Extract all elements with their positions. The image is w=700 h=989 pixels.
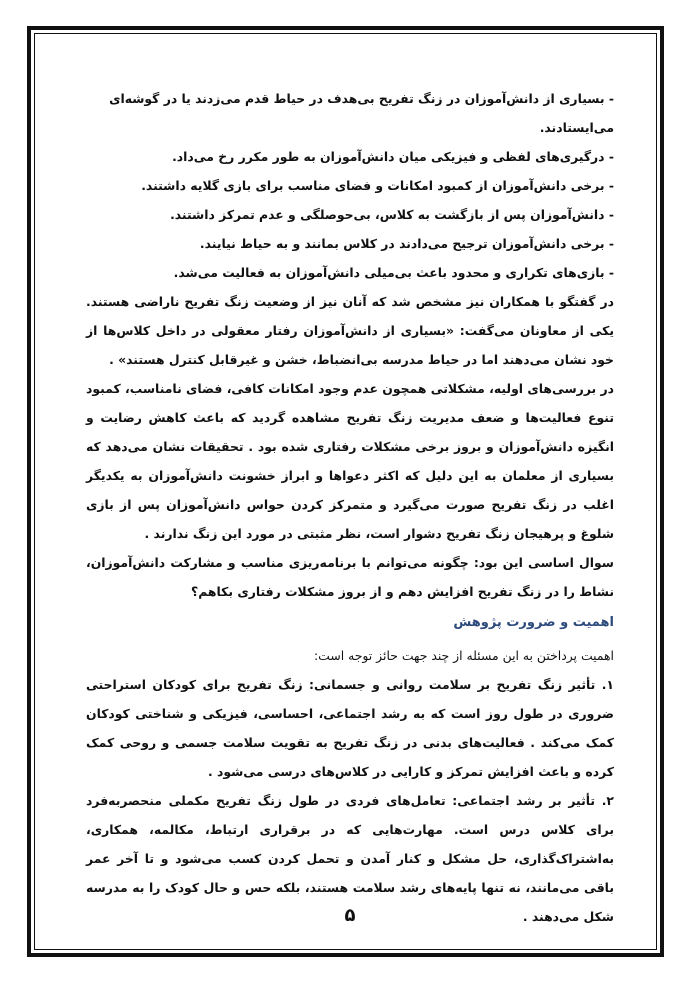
bullet-item: - برخی دانش‌آموزان ترجیح می‌دادند در کلاس بمانند و به حیاط نیایند. bbox=[199, 236, 614, 251]
numbered-item: ۱. تأثیر زنگ تفریح بر سلامت روانی و جسمانی: زنگ تفریح برای کودکان استراحتی ضروری در طول روز است که به رشد اجتماعی، احساسی، فیزیکی و شناختی کودکان کمک می‌کند . فعالیت‌های بدنی در زنگ تفریح به تقویت سلامت جسمی و روحی کمک کرده و باعث افزایش تمرکز و کارایی در کلاس‌های درسی می‌شود . bbox=[86, 677, 614, 779]
bullet-item: - بازی‌های تکراری و محدود باعث بی‌میلی دانش‌آموزان به فعالیت می‌شد. bbox=[173, 265, 614, 280]
bullet-item: - دانش‌آموزان پس از بازگشت به کلاس، بی‌حوصلگی و عدم تمرکز داشتند. bbox=[170, 207, 614, 222]
section-heading: اهمیت و ضرورت پژوهش bbox=[453, 615, 614, 630]
paragraph: در گفتگو با همکاران نیز مشخص شد که آنان نیز از وضعیت زنگ تفریح ناراضی هستند. یکی از معاونان می‌گفت: «بسیاری از دانش‌آموزان رفتار معقولی در داخل کلاس‌ها از خود نشان می‌دهند اما در حیاط مدرسه بی‌انضباط، خشن و غیرقابل کنترل هستند» . bbox=[86, 294, 614, 367]
document-body bbox=[86, 84, 614, 931]
page-number: ۵ bbox=[344, 905, 356, 926]
paragraph: در بررسی‌های اولیه، مشکلاتی همچون عدم وجود امکانات کافی، فضای نامناسب، کمبود تنوع فعالیت‌ها و ضعف مدیریت زنگ تفریح مشاهده گردید که باعث کاهش رضایت و انگیزه دانش‌آموزان و بروز برخی مشکلات رفتاری شده بود . تحقیقات نشان می‌دهد که بسیاری از معلمان به این دلیل که اکثر دعواها و ابراز خشونت دانش‌آموزان به یکدیگر اغلب در زنگ تفریح صورت می‌گیرد و متمرکز کردن حواس دانش‌آموزان پس از بازی شلوغ و پرهیجان زنگ تفریح دشوار است، نظر مثبتی در مورد این زنگ ندارند . bbox=[86, 381, 614, 541]
paragraph: سوال اساسی این بود: چگونه می‌توانم با برنامه‌ریزی مناسب و مشارکت دانش‌آموزان، نشاط را در زنگ تفریح افزایش دهم و از بروز مشکلات رفتاری بکاهم؟ bbox=[86, 555, 614, 599]
intro-paragraph: اهمیت پرداختن به این مسئله از چند جهت حائز توجه است: bbox=[313, 648, 614, 663]
numbered-item: ۲. تأثیر بر رشد اجتماعی: تعامل‌های فردی در طول زنگ تفریح مکملی منحصربه‌فرد برای کلاس درس است. مهارت‌هایی که در برقراری ارتباط، مکالمه، همکاری، به‌اشتراک‌گذاری، حل مشکل و کنار آمدن و تحمل کردن کسب می‌شود و تا آخر عمر باقی می‌مانند، نه تنها پایه‌های رشد سلامت هستند، بلکه حس و حال کودک را به مدرسه شکل می‌دهند . bbox=[86, 793, 614, 924]
bullet-item: - درگیری‌های لفظی و فیزیکی میان دانش‌آموزان به طور مکرر رخ می‌داد. bbox=[172, 149, 614, 164]
bullet-item: - برخی دانش‌آموزان از کمبود امکانات و فضای مناسب برای بازی گلایه داشتند. bbox=[141, 178, 614, 193]
bullet-item: - بسیاری از دانش‌آموزان در زنگ تفریح بی‌هدف در حیاط قدم می‌زدند یا در گوشه‌ای می‌ایستادند. bbox=[109, 91, 614, 135]
